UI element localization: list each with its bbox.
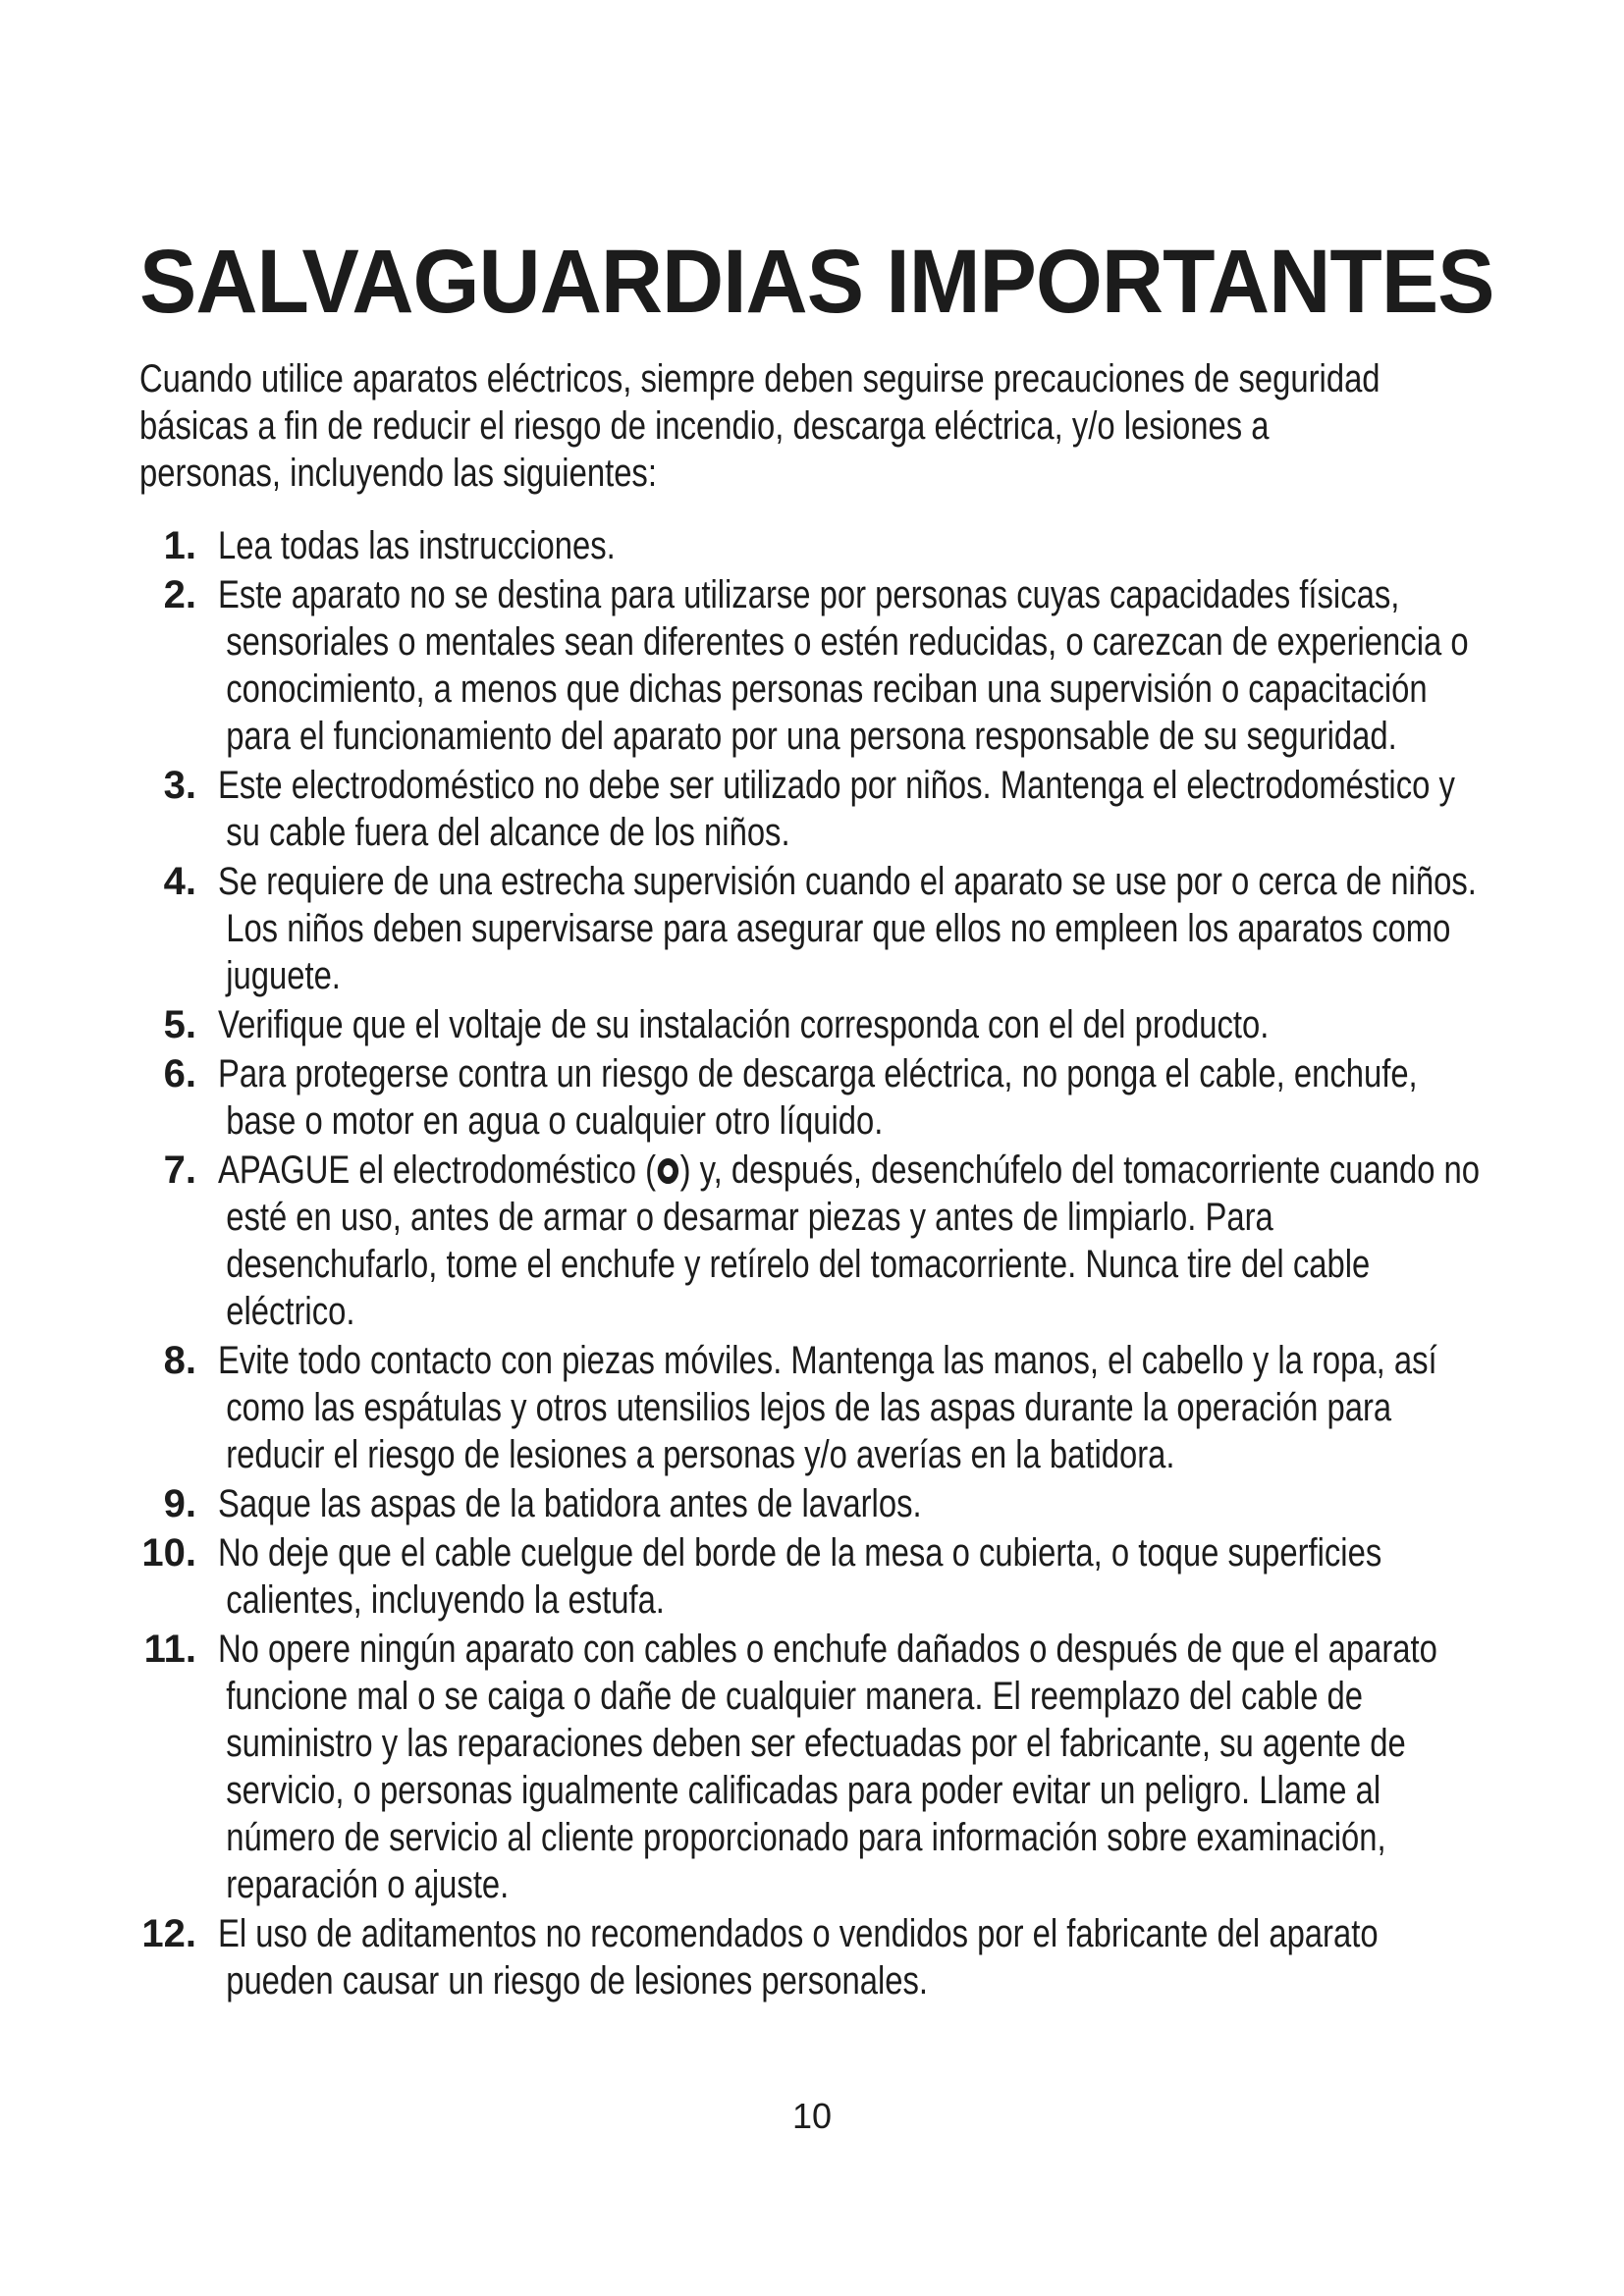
list-item-number: 9. [163, 1482, 196, 1525]
list-item-text: No deje que el cable cuelgue del borde de la mesa o cubierta, o toque superficies calientes, incluyendo la estufa. [218, 1531, 1382, 1622]
list-item-text: Este aparato no se destina para utilizarse por personas cuyas capacidades físicas, sensoriales o mentales sean diferentes o estén reducidas, o carezcan de experiencia o conocimiento, a menos que dichas personas reciban una supervisión o capacitación para el funcionamiento del aparato por una persona responsable de su seguridad. [218, 573, 1469, 758]
list-item-number: 11. [143, 1628, 196, 1671]
list-item-number: 4. [163, 860, 196, 903]
list-item-number: 6. [163, 1052, 196, 1095]
list-item-text: Se requiere de una estrecha supervisión cuando el aparato se use por o cerca de niños. Los niños deben supervisarse para asegurar que ellos no empleen los aparatos como juguete. [218, 860, 1477, 997]
list-item [0, 1050, 1624, 1145]
list-item-number: 7. [163, 1148, 196, 1192]
list-item-text: Este electrodoméstico no debe ser utilizado por niños. Mantenga el electrodoméstico y su cable fuera del alcance de los niños. [218, 764, 1455, 854]
list-item [0, 1147, 1624, 1335]
list-item-number: 5. [163, 1003, 196, 1046]
list-item-number: 1. [163, 524, 196, 567]
list-item [0, 522, 1624, 569]
list-item-text: Saque las aspas de la batidora antes de lavarlos. [218, 1482, 922, 1525]
list-item-text [218, 1147, 1482, 1335]
list-item [0, 1910, 1624, 2004]
list-item-number: 10. [141, 1531, 196, 1575]
list-item-text: El uso de aditamentos no recomendados o vendidos por el fabricante del aparato pueden causar un riesgo de lesiones personales. [218, 1912, 1379, 2002]
intro-paragraph: Cuando utilice aparatos eléctricos, siempre deben seguirse precauciones de seguridad básicas a fin de reducir el riesgo de incendio, descarga eléctrica, y/o lesiones a personas, incluyendo las siguientes: [139, 357, 1380, 495]
list-item-number: 3. [163, 764, 196, 807]
list-item-text-before: APAGUE el electrodoméstico ( [218, 1148, 657, 1192]
list-item [0, 1626, 1624, 1908]
list-item-text: Para protegerse contra un riesgo de descarga eléctrica, no ponga el cable, enchufe, base o motor en agua o cualquier otro líquido. [218, 1052, 1418, 1143]
list-item [0, 1001, 1624, 1048]
list-item [0, 762, 1624, 856]
page-number: 10 [791, 2096, 833, 2136]
list-item-text: Verifique que el voltaje de su instalación corresponda con el del producto. [218, 1003, 1270, 1046]
list-item-number: 2. [163, 573, 196, 616]
list-item [0, 1337, 1624, 1478]
list-item-number: 8. [163, 1339, 196, 1382]
list-item [0, 1529, 1624, 1624]
list-item [0, 858, 1624, 999]
page-title: SALVAGUARDIAS IMPORTANTES [139, 232, 1494, 332]
list-item [0, 571, 1624, 760]
list-item [0, 1480, 1624, 1527]
list-item-number: 12. [141, 1912, 196, 1955]
list-item-text-after: ) y, después, desenchúfelo del tomacorriente cuando no esté en uso, antes de armar o desarmar piezas y antes de limpiarlo. Para desenchufarlo, tome el enchufe y retírelo del tomacorriente. Nunca tire del cable eléctrico. [226, 1148, 1481, 1333]
power-off-icon [658, 1158, 678, 1184]
list-item-text: Lea todas las instrucciones. [218, 524, 616, 567]
safeguards-list [0, 522, 1624, 2006]
list-item-text: No opere ningún aparato con cables o enchufe dañados o después de que el aparato funcione mal o se caiga o dañe de cualquier manera. El reemplazo del cable de suministro y las reparaciones deben ser efectuadas por el fabricante, su agente de servicio, o personas igualmente calificadas para poder evitar un peligro. Llame al número de servicio al cliente proporcionado para información sobre examinación, reparación o ajuste. [218, 1628, 1437, 1906]
list-item-text: Evite todo contacto con piezas móviles. Mantenga las manos, el cabello y la ropa, así como las espátulas y otros utensilios lejos de las aspas durante la operación para reducir el riesgo de lesiones a personas y/o averías en la batidora. [218, 1339, 1437, 1476]
